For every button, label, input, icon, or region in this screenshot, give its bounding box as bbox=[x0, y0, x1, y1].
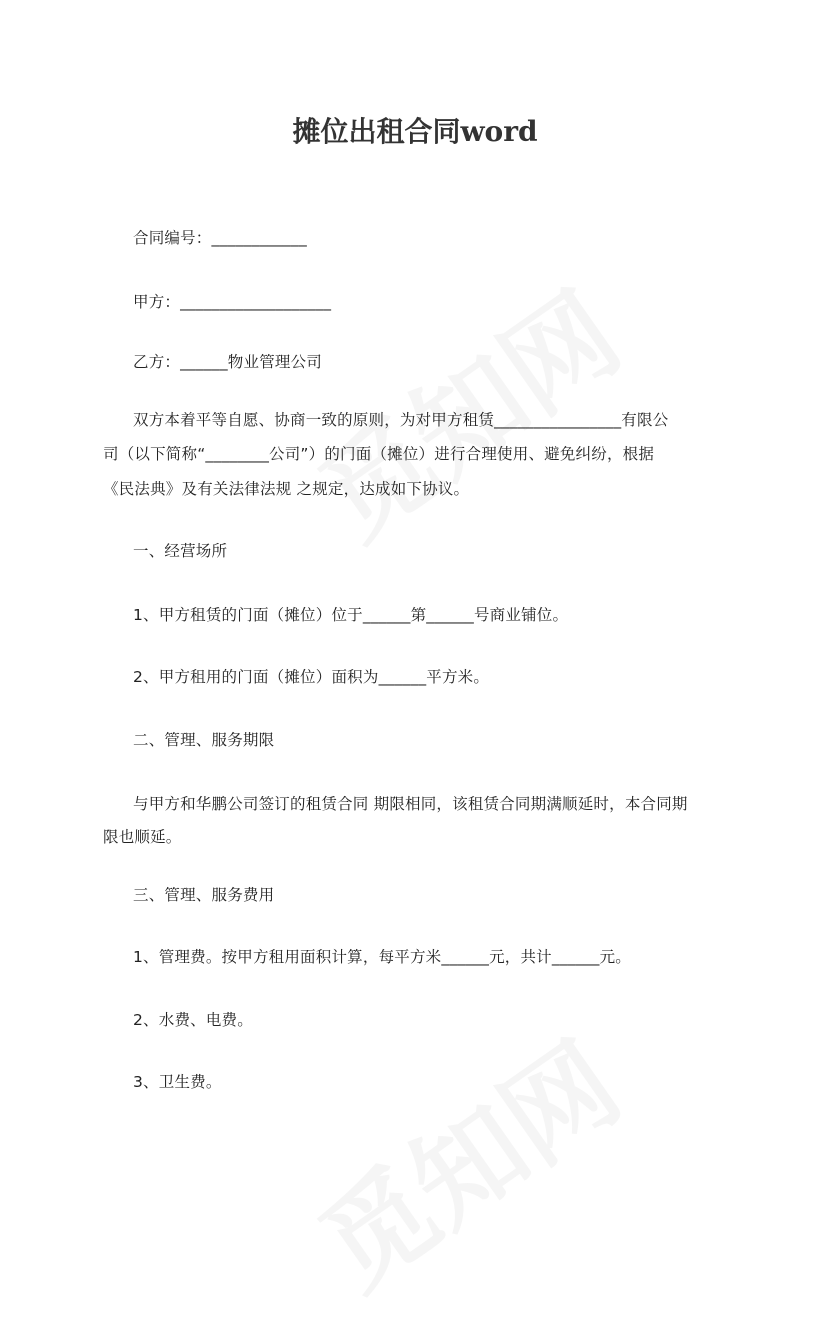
clause: 1、甲方租赁的门面（摊位）位于______第______号商业铺位。 bbox=[133, 606, 569, 624]
clause: 1、管理费。按甲方租用面积计算，每平方米______元，共计______元。 bbox=[133, 948, 631, 966]
party-a: 甲方：___________________ bbox=[133, 293, 332, 311]
clause: 与甲方和华鹏公司签订的租赁合同 期限相同，该租赁合同期满顺延时，本合同期 bbox=[133, 795, 688, 813]
preamble-line: 《民法典》及有关法律法规 之规定，达成如下协议。 bbox=[103, 480, 470, 498]
document-title: 摊位出租合同word bbox=[292, 115, 538, 148]
preamble-line: 司（以下简称“________公司”）的门面（摊位）进行合理使用、避免纠纷，根据 bbox=[103, 445, 655, 463]
preamble-line: 双方本着平等自愿、协商一致的原则，为对甲方租赁________________有限公 bbox=[133, 411, 669, 429]
clause: 限也顺延。 bbox=[103, 828, 182, 846]
section-heading: 三、管理、服务费用 bbox=[133, 886, 275, 904]
section-heading: 一、经营场所 bbox=[133, 542, 228, 560]
clause: 2、水费、电费。 bbox=[133, 1011, 253, 1029]
section-heading: 二、管理、服务期限 bbox=[133, 731, 275, 749]
watermark bbox=[285, 1000, 646, 1318]
clause: 3、卫生费。 bbox=[133, 1073, 222, 1091]
party-b: 乙方：______物业管理公司 bbox=[133, 353, 323, 371]
contract-number: 合同编号：____________ bbox=[133, 229, 307, 247]
clause: 2、甲方租用的门面（摊位）面积为______平方米。 bbox=[133, 668, 490, 686]
